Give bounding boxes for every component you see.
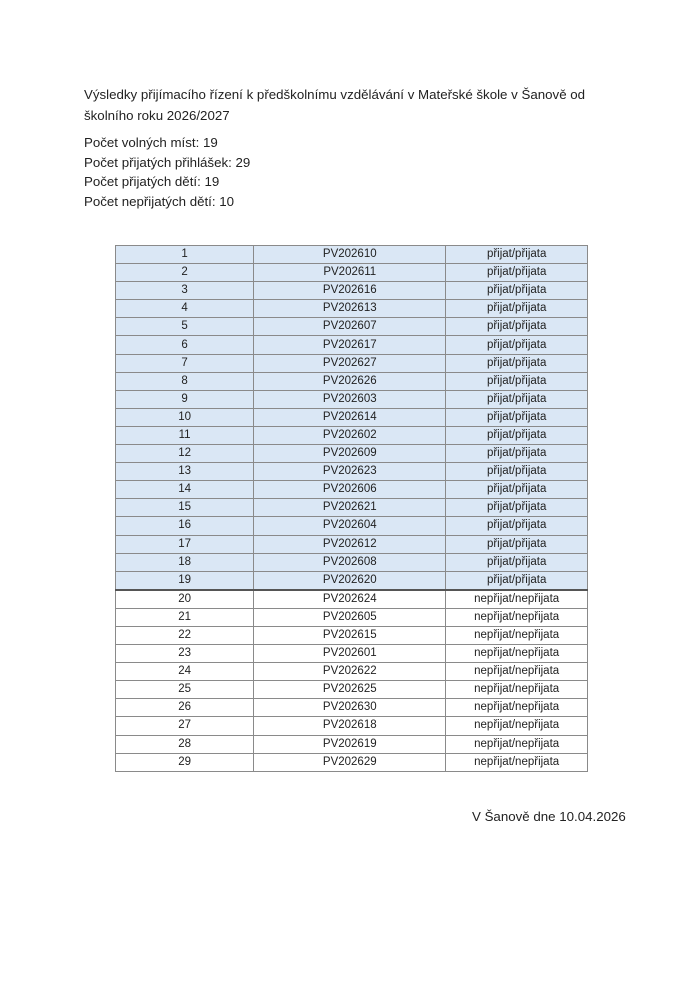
admission-status: nepřijat/nepřijata bbox=[446, 735, 588, 753]
registration-code: PV202614 bbox=[254, 408, 446, 426]
admission-status: přijat/přijata bbox=[446, 300, 588, 318]
admission-status: nepřijat/nepřijata bbox=[446, 626, 588, 644]
row-number: 17 bbox=[116, 535, 254, 553]
admission-status: přijat/přijata bbox=[446, 246, 588, 264]
registration-code: PV202630 bbox=[254, 699, 446, 717]
admission-status: nepřijat/nepřijata bbox=[446, 681, 588, 699]
row-number: 25 bbox=[116, 681, 254, 699]
registration-code: PV202605 bbox=[254, 608, 446, 626]
row-number: 15 bbox=[116, 499, 254, 517]
row-number: 5 bbox=[116, 318, 254, 336]
admission-status: přijat/přijata bbox=[446, 553, 588, 571]
table-row bbox=[116, 354, 588, 372]
row-number: 12 bbox=[116, 445, 254, 463]
registration-code: PV202615 bbox=[254, 626, 446, 644]
row-number: 19 bbox=[116, 571, 254, 590]
stat-rejected: Počet nepřijatých dětí: 10 bbox=[84, 193, 235, 209]
admission-status: přijat/přijata bbox=[446, 463, 588, 481]
registration-code: PV202603 bbox=[254, 390, 446, 408]
registration-code: PV202624 bbox=[254, 590, 446, 609]
registration-code: PV202609 bbox=[254, 445, 446, 463]
row-number: 26 bbox=[116, 699, 254, 717]
table-row bbox=[116, 336, 588, 354]
admission-status: nepřijat/nepřijata bbox=[446, 645, 588, 663]
registration-code: PV202618 bbox=[254, 717, 446, 735]
admission-status: přijat/přijata bbox=[446, 354, 588, 372]
table-row bbox=[116, 663, 588, 681]
table-row bbox=[116, 408, 588, 426]
table-row bbox=[116, 246, 588, 264]
registration-code: PV202629 bbox=[254, 753, 446, 771]
results-table bbox=[115, 245, 588, 772]
registration-code: PV202607 bbox=[254, 318, 446, 336]
row-number: 7 bbox=[116, 354, 254, 372]
admission-status: přijat/přijata bbox=[446, 390, 588, 408]
registration-code: PV202606 bbox=[254, 481, 446, 499]
row-number: 21 bbox=[116, 608, 254, 626]
registration-code: PV202617 bbox=[254, 336, 446, 354]
row-number: 2 bbox=[116, 264, 254, 282]
registration-code: PV202613 bbox=[254, 300, 446, 318]
table-row bbox=[116, 681, 588, 699]
row-number: 4 bbox=[116, 300, 254, 318]
admission-status: nepřijat/nepřijata bbox=[446, 663, 588, 681]
admission-status: nepřijat/nepřijata bbox=[446, 590, 588, 609]
table-row bbox=[116, 535, 588, 553]
table-row bbox=[116, 553, 588, 571]
registration-code: PV202626 bbox=[254, 372, 446, 390]
table-row bbox=[116, 463, 588, 481]
row-number: 3 bbox=[116, 282, 254, 300]
admission-status: přijat/přijata bbox=[446, 426, 588, 444]
row-number: 24 bbox=[116, 663, 254, 681]
admission-status: přijat/přijata bbox=[446, 571, 588, 590]
registration-code: PV202610 bbox=[254, 246, 446, 264]
admission-status: přijat/přijata bbox=[446, 517, 588, 535]
row-number: 28 bbox=[116, 735, 254, 753]
row-number: 14 bbox=[116, 481, 254, 499]
admission-status: přijat/přijata bbox=[446, 408, 588, 426]
admission-status: přijat/přijata bbox=[446, 445, 588, 463]
registration-code: PV202620 bbox=[254, 571, 446, 590]
stat-free-places: Počet volných míst: 19 bbox=[84, 135, 218, 150]
row-number: 23 bbox=[116, 645, 254, 663]
registration-code: PV202623 bbox=[254, 463, 446, 481]
document-title: Výsledky přijímacího řízení k předškolnímu vzdělávání v Mateřské škole v Šanově od školního roku 2026/2027 bbox=[84, 87, 586, 123]
row-number: 29 bbox=[116, 753, 254, 771]
row-number: 10 bbox=[116, 408, 254, 426]
admission-status: přijat/přijata bbox=[446, 372, 588, 390]
registration-code: PV202608 bbox=[254, 553, 446, 571]
table-row bbox=[116, 481, 588, 499]
row-number: 8 bbox=[116, 372, 254, 390]
row-number: 6 bbox=[116, 336, 254, 354]
table-row bbox=[116, 735, 588, 753]
table-row bbox=[116, 699, 588, 717]
table-row bbox=[116, 626, 588, 644]
table-row bbox=[116, 264, 588, 282]
stats-block bbox=[84, 133, 250, 211]
row-number: 27 bbox=[116, 717, 254, 735]
registration-code: PV202619 bbox=[254, 735, 446, 753]
table-row bbox=[116, 445, 588, 463]
results-table-body bbox=[116, 246, 588, 772]
table-row bbox=[116, 390, 588, 408]
table-row bbox=[116, 608, 588, 626]
registration-code: PV202622 bbox=[254, 663, 446, 681]
stat-applications: Počet přijatých přihlášek: 29 bbox=[84, 154, 251, 170]
admission-status: přijat/přijata bbox=[446, 499, 588, 517]
stat-accepted: Počet přijatých dětí: 19 bbox=[84, 174, 220, 190]
registration-code: PV202625 bbox=[254, 681, 446, 699]
row-number: 16 bbox=[116, 517, 254, 535]
table-row bbox=[116, 590, 588, 609]
admission-status: nepřijat/nepřijata bbox=[446, 608, 588, 626]
admission-status: přijat/přijata bbox=[446, 318, 588, 336]
admission-status: přijat/přijata bbox=[446, 336, 588, 354]
registration-code: PV202621 bbox=[254, 499, 446, 517]
admission-status: nepřijat/nepřijata bbox=[446, 717, 588, 735]
table-row bbox=[116, 571, 588, 590]
table-row bbox=[116, 517, 588, 535]
table-row bbox=[116, 717, 588, 735]
table-row bbox=[116, 499, 588, 517]
admission-status: přijat/přijata bbox=[446, 264, 588, 282]
table-row bbox=[116, 753, 588, 771]
admission-status: přijat/přijata bbox=[446, 481, 588, 499]
registration-code: PV202601 bbox=[254, 645, 446, 663]
table-row bbox=[116, 645, 588, 663]
registration-code: PV202602 bbox=[254, 426, 446, 444]
row-number: 18 bbox=[116, 553, 254, 571]
row-number: 1 bbox=[116, 246, 254, 264]
table-row bbox=[116, 426, 588, 444]
admission-status: nepřijat/nepřijata bbox=[446, 753, 588, 771]
registration-code: PV202611 bbox=[254, 264, 446, 282]
row-number: 13 bbox=[116, 463, 254, 481]
row-number: 22 bbox=[116, 626, 254, 644]
table-row bbox=[116, 372, 588, 390]
registration-code: PV202627 bbox=[254, 354, 446, 372]
table-row bbox=[116, 282, 588, 300]
signature-date: V Šanově dne 10.04.2026 bbox=[472, 809, 626, 824]
registration-code: PV202612 bbox=[254, 535, 446, 553]
admission-status: přijat/přijata bbox=[446, 282, 588, 300]
row-number: 11 bbox=[116, 426, 254, 444]
registration-code: PV202616 bbox=[254, 282, 446, 300]
admission-status: nepřijat/nepřijata bbox=[446, 699, 588, 717]
table-row bbox=[116, 318, 588, 336]
table-row bbox=[116, 300, 588, 318]
row-number: 9 bbox=[116, 390, 254, 408]
admission-status: přijat/přijata bbox=[446, 535, 588, 553]
registration-code: PV202604 bbox=[254, 517, 446, 535]
row-number: 20 bbox=[116, 590, 254, 609]
